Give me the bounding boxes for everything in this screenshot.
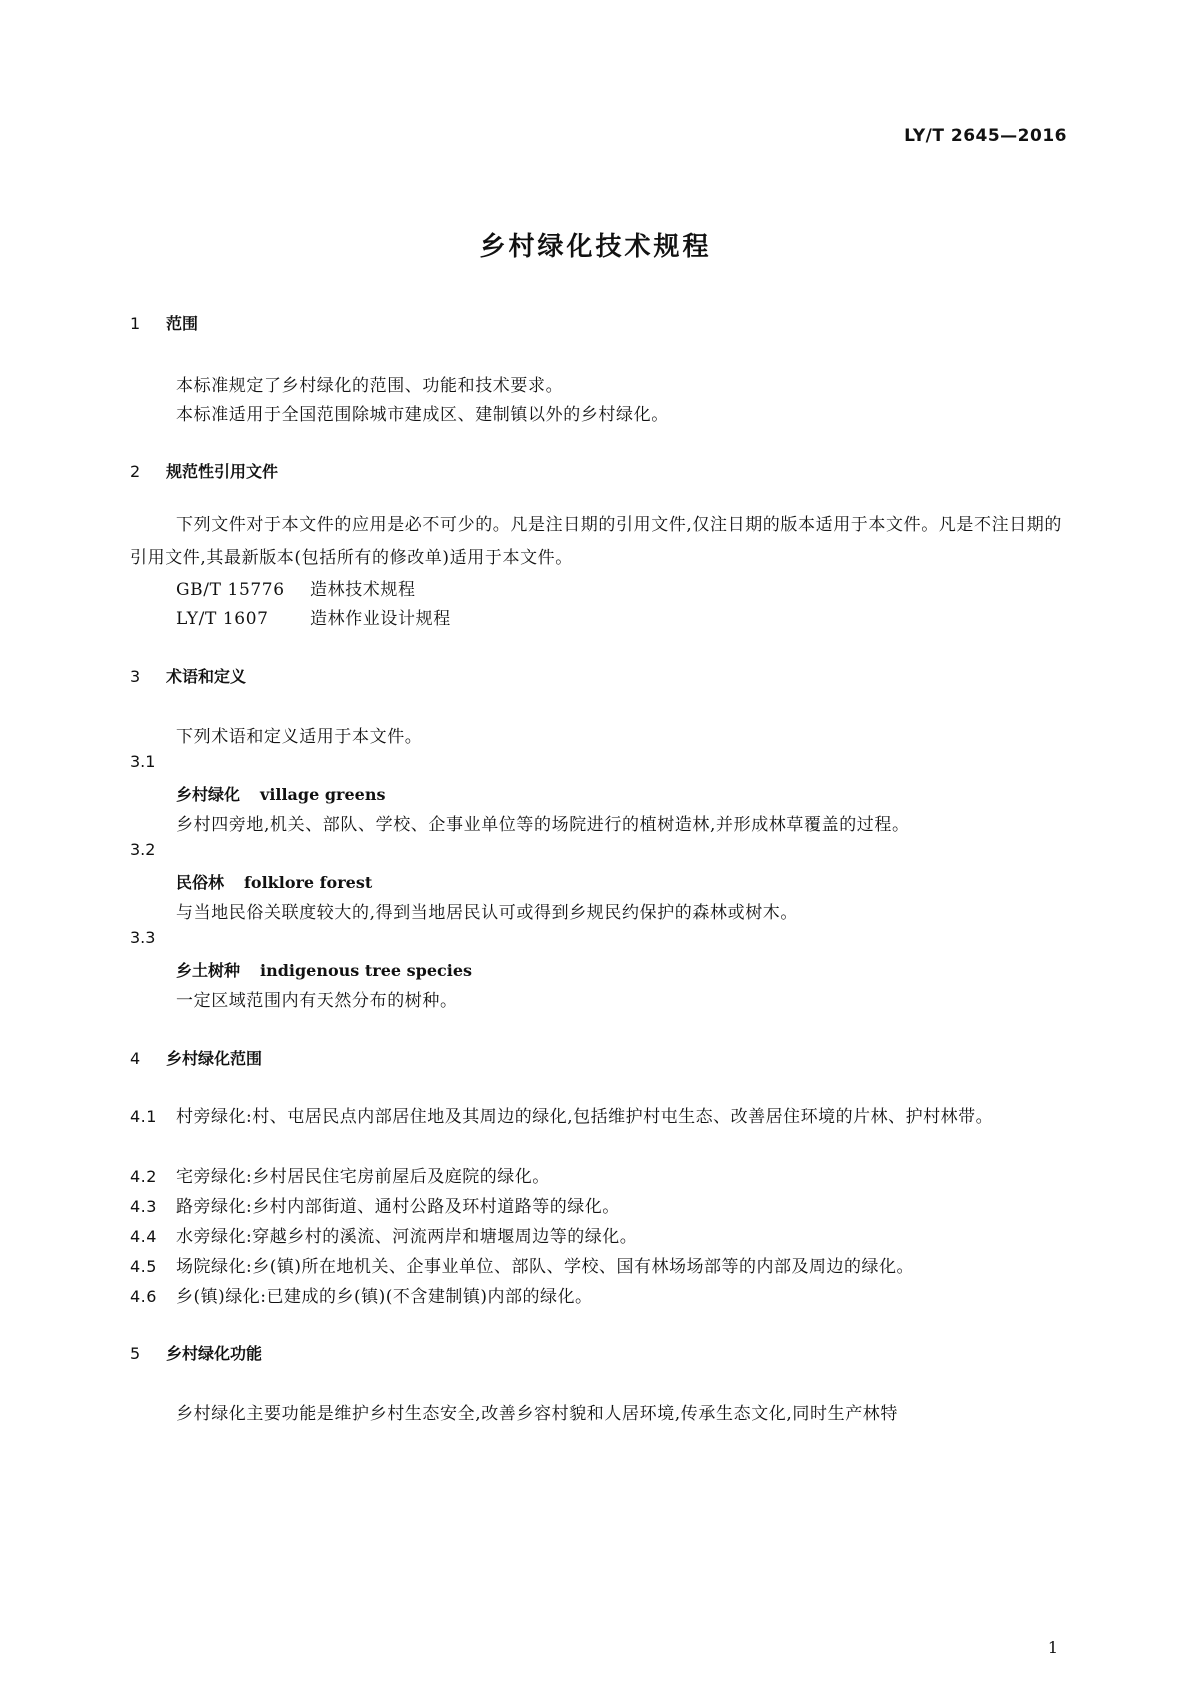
item-number: 4.4 <box>130 1227 157 1246</box>
list-item <box>130 1281 1070 1313</box>
section-title: 范围 <box>166 314 199 333</box>
section-2-heading <box>130 459 278 482</box>
item-number: 4.1 <box>130 1107 157 1126</box>
section-number: 5 <box>130 1344 141 1363</box>
term-en: folklore forest <box>244 873 373 892</box>
term-entry <box>176 958 472 981</box>
item-number: 4.3 <box>130 1197 157 1216</box>
term-number: 3.1 <box>130 752 156 771</box>
term-entry <box>176 870 372 893</box>
section-number: 1 <box>130 314 141 333</box>
list-item <box>130 1191 1070 1223</box>
reference-name: 造林技术规程 <box>310 580 416 600</box>
paragraph: 下列文件对于本文件的应用是必不可少的。凡是注日期的引用文件,仅注日期的版本适用于本文件。凡是不注日期的引用文件,其最新版本(包括所有的修改单)适用于本文件。 <box>130 515 1063 568</box>
section-title: 规范性引用文件 <box>166 462 279 481</box>
item-text: 场院绿化:乡(镇)所在地机关、企事业单位、部队、学校、国有林场场部等的内部及周边的绿化。 <box>176 1257 914 1277</box>
section-title: 乡村绿化功能 <box>166 1344 263 1363</box>
section-title: 乡村绿化范围 <box>166 1049 263 1068</box>
term-zh: 乡土树种 <box>176 961 241 980</box>
paragraph: 本标准适用于全国范围除城市建成区、建制镇以外的乡村绿化。 <box>176 405 669 425</box>
section-title: 术语和定义 <box>166 667 247 686</box>
paragraph: 乡村绿化主要功能是维护乡村生态安全,改善乡容村貌和人居环境,传承生态文化,同时生产林特 <box>176 1404 899 1424</box>
term-en: indigenous tree species <box>260 961 473 980</box>
item-text: 路旁绿化:乡村内部街道、通村公路及环村道路等的绿化。 <box>176 1197 620 1217</box>
document-title: 乡村绿化技术规程 <box>479 232 712 262</box>
reference-code: LY/T 1607 <box>176 609 269 629</box>
term-en: village greens <box>260 785 386 804</box>
section-number: 4 <box>130 1049 141 1068</box>
reference-code: GB/T 15776 <box>176 580 285 600</box>
list-item <box>130 1251 1070 1283</box>
term-definition: 与当地民俗关联度较大的,得到当地居民认可或得到乡规民约保护的森林或树木。 <box>176 903 799 923</box>
reference-name: 造林作业设计规程 <box>310 609 451 629</box>
item-number: 4.6 <box>130 1287 157 1306</box>
term-zh: 乡村绿化 <box>176 785 241 804</box>
section-number: 3 <box>130 667 141 686</box>
paragraph: 本标准规定了乡村绿化的范围、功能和技术要求。 <box>176 376 564 396</box>
term-entry <box>176 782 385 805</box>
section-number: 2 <box>130 462 141 481</box>
list-item <box>130 1101 1070 1133</box>
section-5-heading <box>130 1341 262 1364</box>
item-text: 村旁绿化:村、屯居民点内部居住地及其周边的绿化,包括维护村屯生态、改善居住环境的片林、护村林带。 <box>176 1107 994 1127</box>
reference-item <box>176 604 451 629</box>
section-1-heading <box>130 311 198 334</box>
section-3-heading <box>130 664 246 687</box>
term-definition: 乡村四旁地,机关、部队、学校、企事业单位等的场院进行的植树造林,并形成林草覆盖的过程。 <box>176 815 910 835</box>
list-item <box>130 1161 1070 1193</box>
paragraph: 下列术语和定义适用于本文件。 <box>176 727 423 747</box>
section-4-heading <box>130 1046 262 1069</box>
term-number: 3.3 <box>130 928 156 947</box>
term-number: 3.2 <box>130 840 156 859</box>
item-text: 水旁绿化:穿越乡村的溪流、河流两岸和塘堰周边等的绿化。 <box>176 1227 638 1247</box>
term-definition: 一定区域范围内有天然分布的树种。 <box>176 991 458 1011</box>
reference-item <box>176 575 416 600</box>
list-item <box>130 1221 1070 1253</box>
item-number: 4.2 <box>130 1167 157 1186</box>
item-text: 宅旁绿化:乡村居民住宅房前屋后及庭院的绿化。 <box>176 1167 550 1187</box>
standard-code: LY/T 2645—2016 <box>904 126 1067 146</box>
item-text: 乡(镇)绿化:已建成的乡(镇)(不含建制镇)内部的绿化。 <box>176 1287 593 1307</box>
item-number: 4.5 <box>130 1257 157 1276</box>
term-zh: 民俗林 <box>176 873 225 892</box>
page-number: 1 <box>1047 1638 1058 1657</box>
